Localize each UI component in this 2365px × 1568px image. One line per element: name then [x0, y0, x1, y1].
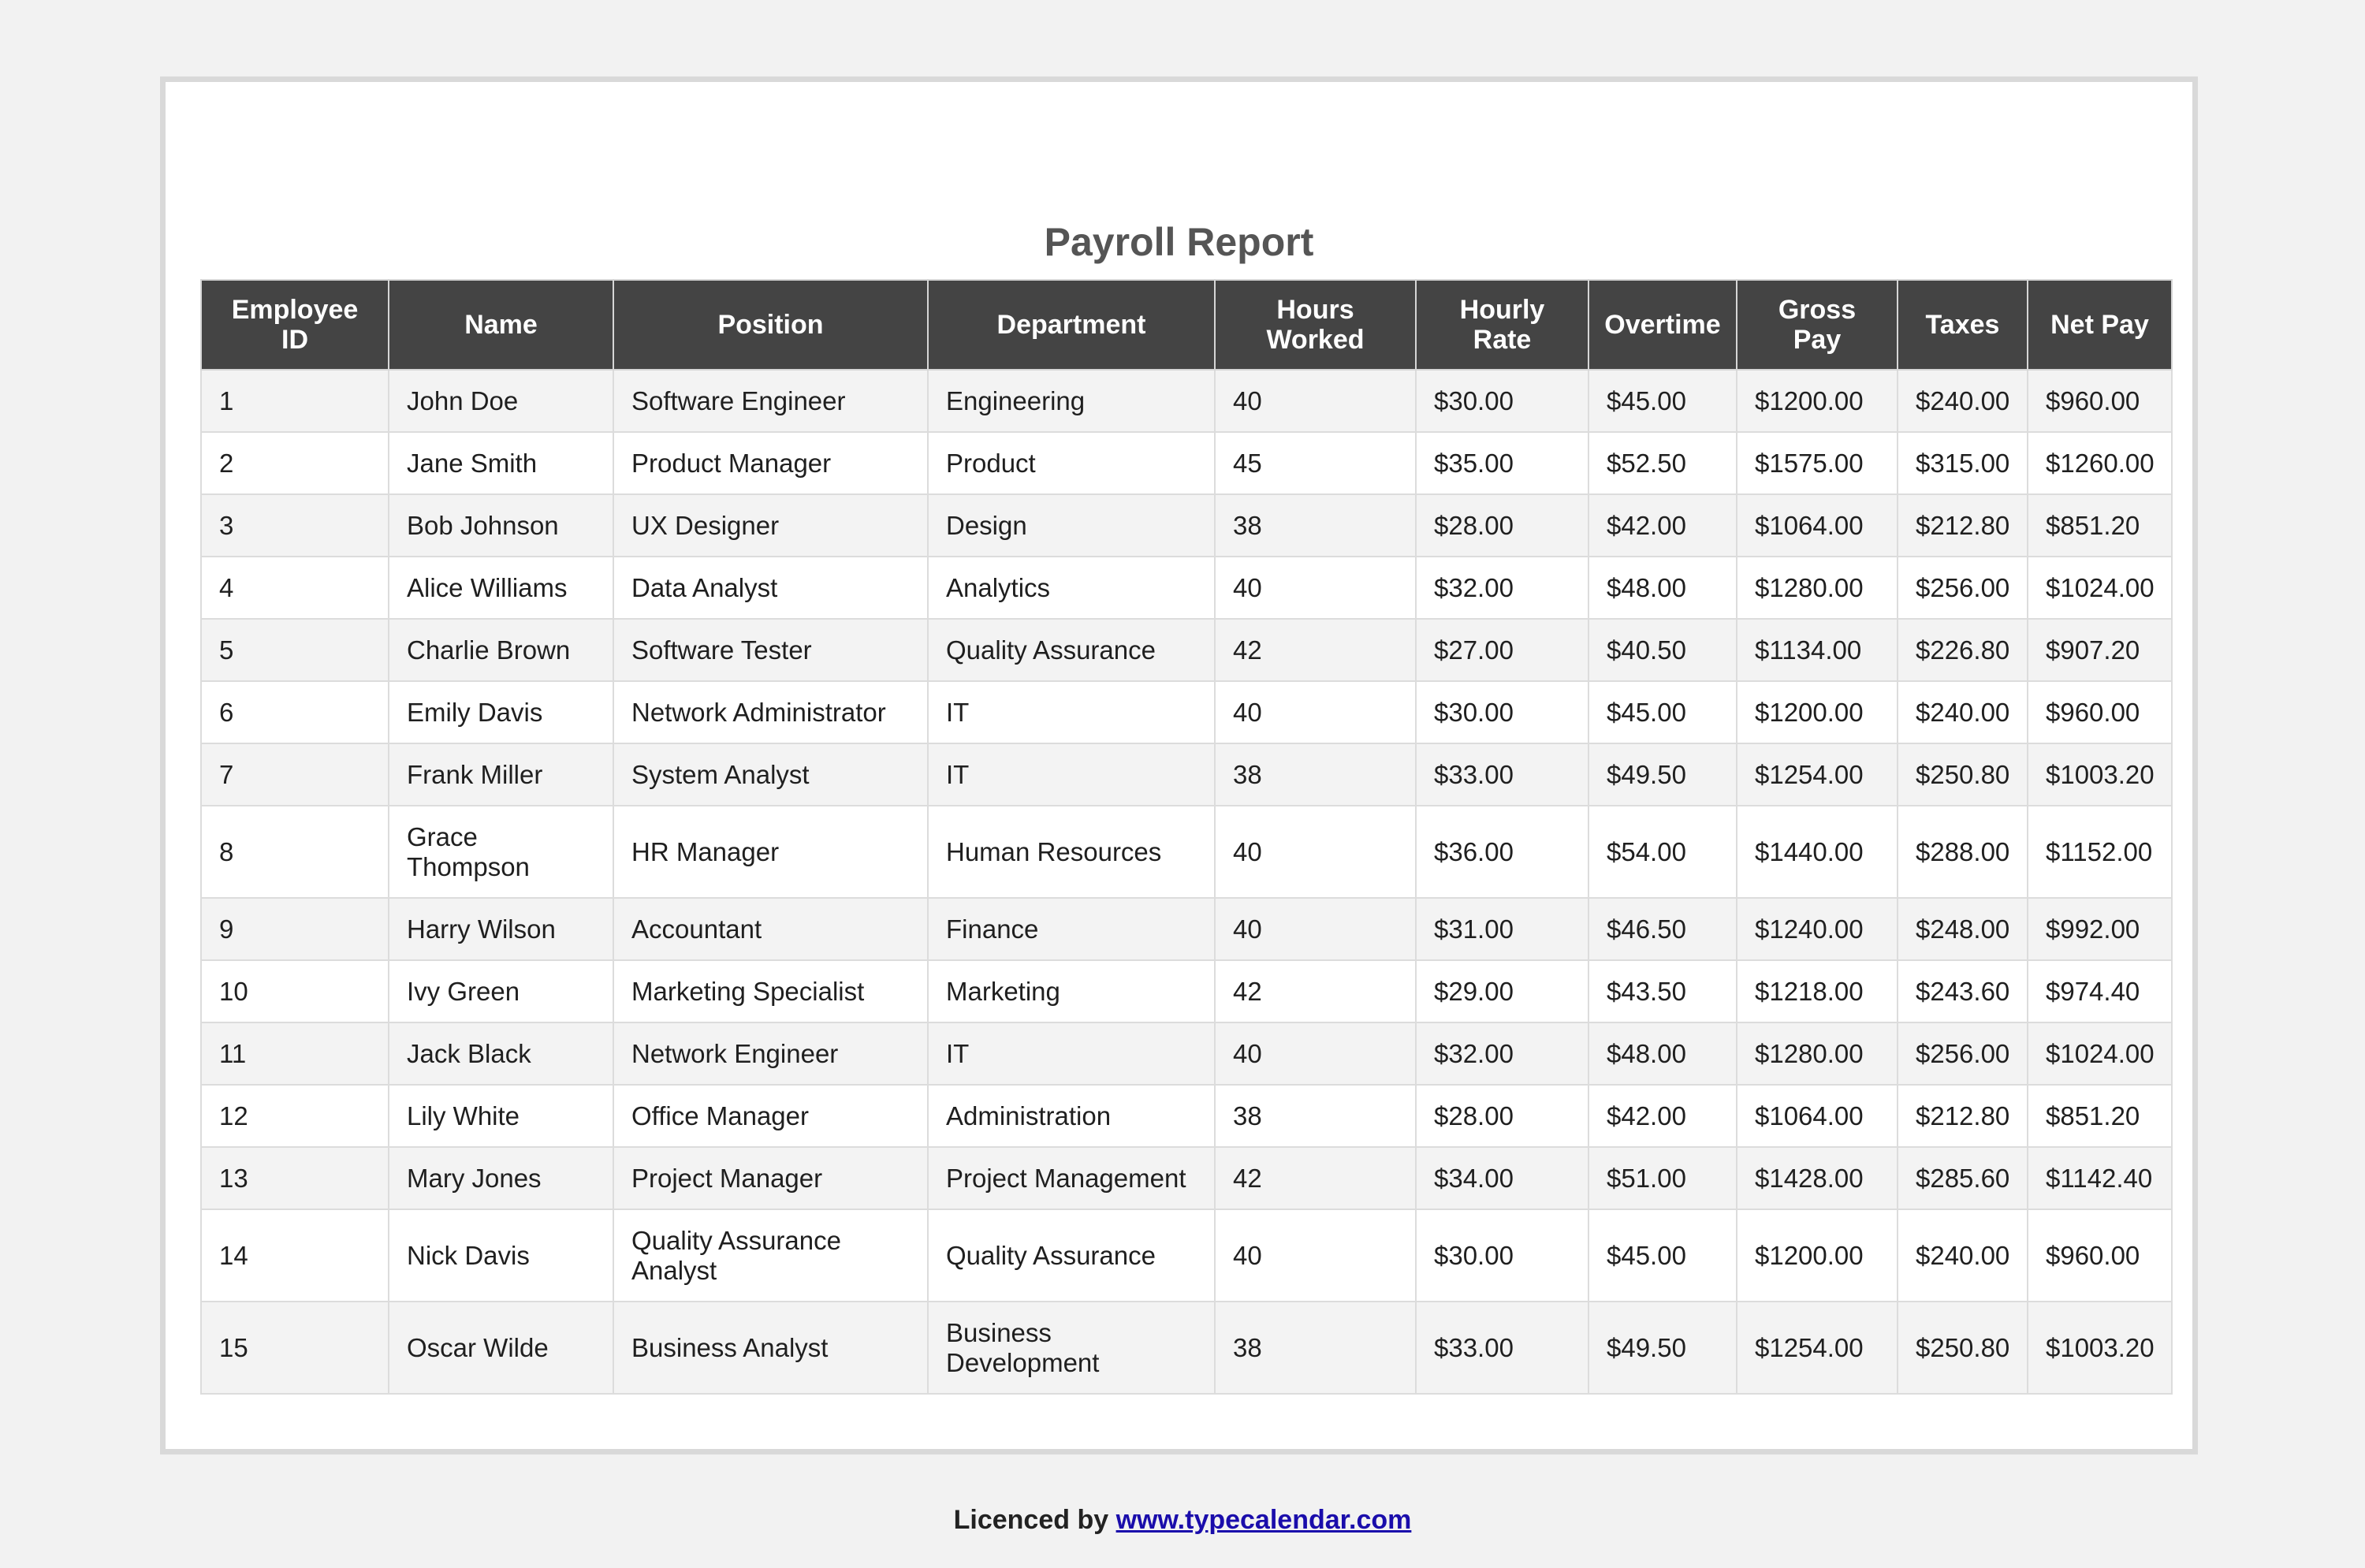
cell-net-pay: $907.20	[2028, 619, 2172, 681]
cell-name: Jack Black	[389, 1022, 613, 1085]
cell-overtime: $49.50	[1588, 743, 1737, 806]
cell-taxes: $250.80	[1898, 1302, 2028, 1394]
table-row	[201, 1022, 2172, 1085]
cell-department: IT	[928, 743, 1215, 806]
table-row	[201, 494, 2172, 557]
cell-net-pay: $960.00	[2028, 1209, 2172, 1302]
cell-hours-worked: 40	[1215, 806, 1416, 898]
cell-taxes: $240.00	[1898, 681, 2028, 743]
cell-net-pay: $992.00	[2028, 898, 2172, 960]
cell-name: Grace Thompson	[389, 806, 613, 898]
cell-overtime: $43.50	[1588, 960, 1737, 1022]
cell-net-pay: $1003.20	[2028, 743, 2172, 806]
cell-gross-pay: $1064.00	[1737, 494, 1898, 557]
cell-hourly-rate: $33.00	[1416, 743, 1588, 806]
cell-gross-pay: $1134.00	[1737, 619, 1898, 681]
cell-hours-worked: 45	[1215, 432, 1416, 494]
cell-hourly-rate: $27.00	[1416, 619, 1588, 681]
cell-name: Frank Miller	[389, 743, 613, 806]
cell-position: Project Manager	[613, 1147, 928, 1209]
cell-gross-pay: $1200.00	[1737, 370, 1898, 432]
cell-taxes: $240.00	[1898, 1209, 2028, 1302]
cell-position: Software Tester	[613, 619, 928, 681]
cell-hourly-rate: $28.00	[1416, 494, 1588, 557]
cell-department: IT	[928, 681, 1215, 743]
cell-taxes: $240.00	[1898, 370, 2028, 432]
cell-name: Bob Johnson	[389, 494, 613, 557]
cell-position: Product Manager	[613, 432, 928, 494]
cell-department: Quality Assurance	[928, 1209, 1215, 1302]
cell-name: John Doe	[389, 370, 613, 432]
cell-net-pay: $851.20	[2028, 494, 2172, 557]
col-header-position: Position	[613, 280, 928, 370]
cell-overtime: $45.00	[1588, 681, 1737, 743]
cell-gross-pay: $1280.00	[1737, 1022, 1898, 1085]
table-row	[201, 898, 2172, 960]
cell-position: Software Engineer	[613, 370, 928, 432]
cell-hours-worked: 40	[1215, 557, 1416, 619]
cell-department: Finance	[928, 898, 1215, 960]
cell-overtime: $40.50	[1588, 619, 1737, 681]
cell-hours-worked: 42	[1215, 1147, 1416, 1209]
cell-position: Network Engineer	[613, 1022, 928, 1085]
cell-hours-worked: 40	[1215, 681, 1416, 743]
cell-hours-worked: 38	[1215, 494, 1416, 557]
table-row	[201, 619, 2172, 681]
cell-name: Jane Smith	[389, 432, 613, 494]
cell-net-pay: $1024.00	[2028, 1022, 2172, 1085]
cell-employee-id: 10	[201, 960, 389, 1022]
cell-gross-pay: $1240.00	[1737, 898, 1898, 960]
cell-taxes: $285.60	[1898, 1147, 2028, 1209]
cell-taxes: $212.80	[1898, 494, 2028, 557]
cell-taxes: $256.00	[1898, 1022, 2028, 1085]
cell-hours-worked: 40	[1215, 898, 1416, 960]
cell-department: Product	[928, 432, 1215, 494]
cell-overtime: $49.50	[1588, 1302, 1737, 1394]
cell-employee-id: 9	[201, 898, 389, 960]
license-prefix: Licenced by	[953, 1505, 1109, 1535]
cell-net-pay: $1260.00	[2028, 432, 2172, 494]
col-header-department: Department	[928, 280, 1215, 370]
cell-gross-pay: $1200.00	[1737, 1209, 1898, 1302]
cell-employee-id: 15	[201, 1302, 389, 1394]
cell-hourly-rate: $32.00	[1416, 1022, 1588, 1085]
cell-taxes: $250.80	[1898, 743, 2028, 806]
cell-taxes: $212.80	[1898, 1085, 2028, 1147]
cell-position: Data Analyst	[613, 557, 928, 619]
cell-hourly-rate: $29.00	[1416, 960, 1588, 1022]
cell-taxes: $243.60	[1898, 960, 2028, 1022]
cell-hourly-rate: $31.00	[1416, 898, 1588, 960]
cell-hours-worked: 38	[1215, 743, 1416, 806]
cell-hourly-rate: $30.00	[1416, 1209, 1588, 1302]
cell-hours-worked: 40	[1215, 1209, 1416, 1302]
col-header-overtime: Overtime	[1588, 280, 1737, 370]
cell-name: Lily White	[389, 1085, 613, 1147]
cell-net-pay: $960.00	[2028, 681, 2172, 743]
cell-position: Business Analyst	[613, 1302, 928, 1394]
cell-employee-id: 13	[201, 1147, 389, 1209]
table-row	[201, 960, 2172, 1022]
cell-gross-pay: $1218.00	[1737, 960, 1898, 1022]
cell-overtime: $54.00	[1588, 806, 1737, 898]
cell-hourly-rate: $33.00	[1416, 1302, 1588, 1394]
report-card	[160, 76, 2198, 1454]
cell-department: Administration	[928, 1085, 1215, 1147]
cell-position: Accountant	[613, 898, 928, 960]
cell-hourly-rate: $30.00	[1416, 681, 1588, 743]
cell-overtime: $52.50	[1588, 432, 1737, 494]
cell-hours-worked: 42	[1215, 619, 1416, 681]
header-row	[201, 280, 2172, 370]
table-row	[201, 370, 2172, 432]
cell-overtime: $48.00	[1588, 557, 1737, 619]
col-header-taxes: Taxes	[1898, 280, 2028, 370]
cell-hours-worked: 42	[1215, 960, 1416, 1022]
cell-name: Oscar Wilde	[389, 1302, 613, 1394]
cell-employee-id: 2	[201, 432, 389, 494]
table-row	[201, 681, 2172, 743]
cell-hours-worked: 38	[1215, 1302, 1416, 1394]
cell-overtime: $42.00	[1588, 1085, 1737, 1147]
cell-gross-pay: $1254.00	[1737, 1302, 1898, 1394]
cell-employee-id: 1	[201, 370, 389, 432]
cell-employee-id: 4	[201, 557, 389, 619]
cell-employee-id: 3	[201, 494, 389, 557]
cell-hourly-rate: $35.00	[1416, 432, 1588, 494]
cell-net-pay: $1142.40	[2028, 1147, 2172, 1209]
cell-hours-worked: 40	[1215, 1022, 1416, 1085]
cell-name: Mary Jones	[389, 1147, 613, 1209]
cell-gross-pay: $1428.00	[1737, 1147, 1898, 1209]
col-header-hours-worked: Hours Worked	[1215, 280, 1416, 370]
cell-overtime: $48.00	[1588, 1022, 1737, 1085]
cell-employee-id: 6	[201, 681, 389, 743]
col-header-net-pay: Net Pay	[2028, 280, 2172, 370]
cell-overtime: $46.50	[1588, 898, 1737, 960]
cell-position: Network Administrator	[613, 681, 928, 743]
cell-department: Project Management	[928, 1147, 1215, 1209]
cell-name: Ivy Green	[389, 960, 613, 1022]
cell-taxes: $248.00	[1898, 898, 2028, 960]
cell-position: Marketing Specialist	[613, 960, 928, 1022]
cell-position: Office Manager	[613, 1085, 928, 1147]
col-header-name: Name	[389, 280, 613, 370]
col-header-gross-pay: Gross Pay	[1737, 280, 1898, 370]
cell-overtime: $45.00	[1588, 1209, 1737, 1302]
cell-hourly-rate: $32.00	[1416, 557, 1588, 619]
cell-net-pay: $851.20	[2028, 1085, 2172, 1147]
cell-department: Business Development	[928, 1302, 1215, 1394]
cell-employee-id: 12	[201, 1085, 389, 1147]
typecalendar-link[interactable]: www.typecalendar.com	[1115, 1505, 1412, 1535]
table-row	[201, 557, 2172, 619]
payroll-table	[200, 279, 2173, 1395]
cell-employee-id: 5	[201, 619, 389, 681]
cell-taxes: $256.00	[1898, 557, 2028, 619]
cell-employee-id: 8	[201, 806, 389, 898]
cell-hours-worked: 40	[1215, 370, 1416, 432]
cell-taxes: $288.00	[1898, 806, 2028, 898]
cell-taxes: $226.80	[1898, 619, 2028, 681]
cell-net-pay: $960.00	[2028, 370, 2172, 432]
cell-department: Design	[928, 494, 1215, 557]
cell-hourly-rate: $36.00	[1416, 806, 1588, 898]
cell-gross-pay: $1200.00	[1737, 681, 1898, 743]
cell-department: IT	[928, 1022, 1215, 1085]
cell-employee-id: 7	[201, 743, 389, 806]
cell-department: Marketing	[928, 960, 1215, 1022]
table-row	[201, 1085, 2172, 1147]
cell-hourly-rate: $28.00	[1416, 1085, 1588, 1147]
cell-department: Human Resources	[928, 806, 1215, 898]
cell-hours-worked: 38	[1215, 1085, 1416, 1147]
cell-employee-id: 11	[201, 1022, 389, 1085]
cell-overtime: $51.00	[1588, 1147, 1737, 1209]
table-row	[201, 743, 2172, 806]
cell-name: Harry Wilson	[389, 898, 613, 960]
col-header-hourly-rate: Hourly Rate	[1416, 280, 1588, 370]
table-row	[201, 1209, 2172, 1302]
cell-department: Analytics	[928, 557, 1215, 619]
cell-net-pay: $974.40	[2028, 960, 2172, 1022]
cell-position: System Analyst	[613, 743, 928, 806]
cell-hourly-rate: $30.00	[1416, 370, 1588, 432]
cell-position: UX Designer	[613, 494, 928, 557]
cell-employee-id: 14	[201, 1209, 389, 1302]
col-header-employee-id: Employee ID	[201, 280, 389, 370]
report-title: Payroll Report	[1044, 220, 1314, 264]
cell-department: Quality Assurance	[928, 619, 1215, 681]
cell-gross-pay: $1064.00	[1737, 1085, 1898, 1147]
license-footer	[0, 1504, 2365, 1536]
table-row	[201, 806, 2172, 898]
cell-gross-pay: $1280.00	[1737, 557, 1898, 619]
cell-gross-pay: $1440.00	[1737, 806, 1898, 898]
cell-taxes: $315.00	[1898, 432, 2028, 494]
cell-gross-pay: $1575.00	[1737, 432, 1898, 494]
cell-gross-pay: $1254.00	[1737, 743, 1898, 806]
cell-overtime: $42.00	[1588, 494, 1737, 557]
table-row	[201, 432, 2172, 494]
cell-name: Emily Davis	[389, 681, 613, 743]
cell-net-pay: $1024.00	[2028, 557, 2172, 619]
cell-position: Quality Assurance Analyst	[613, 1209, 928, 1302]
table-row	[201, 1302, 2172, 1394]
table-row	[201, 1147, 2172, 1209]
cell-hourly-rate: $34.00	[1416, 1147, 1588, 1209]
cell-net-pay: $1152.00	[2028, 806, 2172, 898]
cell-department: Engineering	[928, 370, 1215, 432]
cell-position: HR Manager	[613, 806, 928, 898]
cell-name: Nick Davis	[389, 1209, 613, 1302]
cell-name: Charlie Brown	[389, 619, 613, 681]
cell-name: Alice Williams	[389, 557, 613, 619]
cell-net-pay: $1003.20	[2028, 1302, 2172, 1394]
cell-overtime: $45.00	[1588, 370, 1737, 432]
